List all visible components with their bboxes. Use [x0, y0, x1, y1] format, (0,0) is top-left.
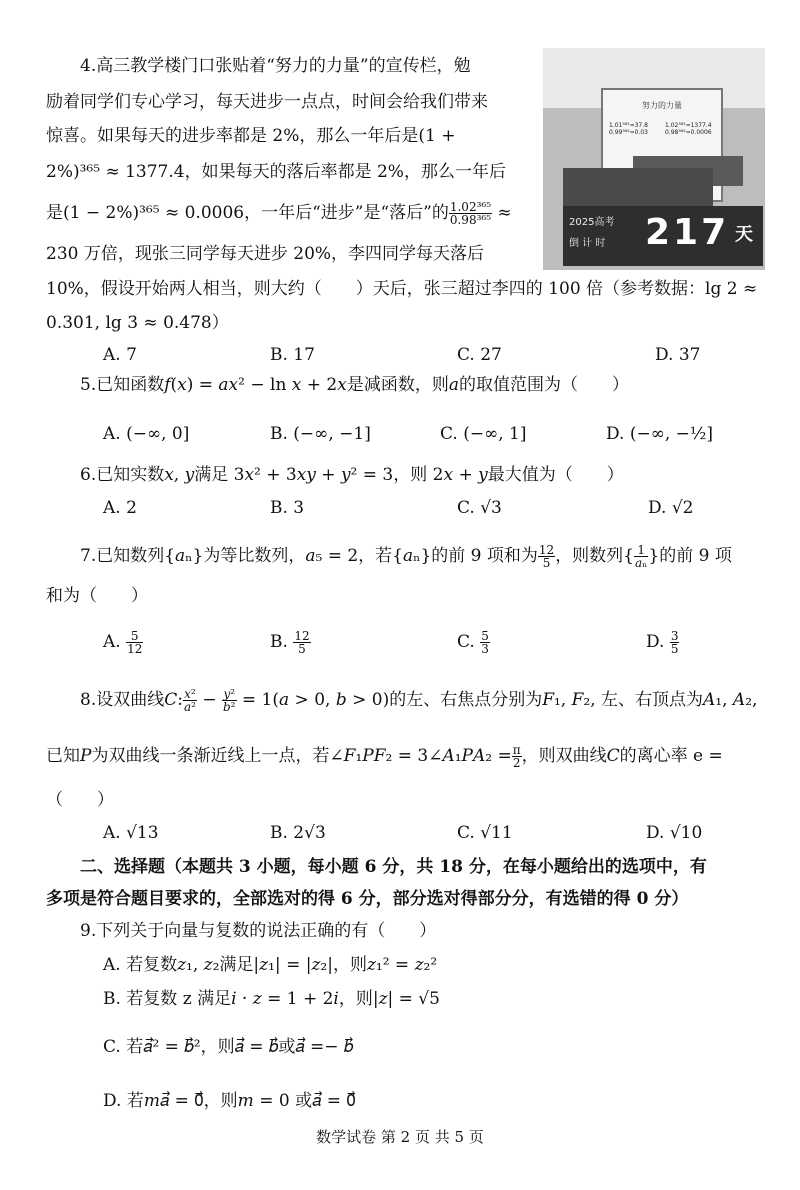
q7-stem-text-c: }的前 9 项: [648, 546, 732, 566]
page-footer: 数学试卷 第 2 页 共 5 页: [316, 1128, 484, 1146]
q4-line-8: 0.301, lg 3 ≈ 0.478）: [46, 313, 229, 333]
q8-stem-line-2: [46, 744, 723, 769]
q7-option-c: C. $\frac{5}{3}$: [457, 629, 489, 656]
countdown-subtitle: 倒 计 时: [569, 238, 606, 249]
q9-option-d: D. 若𝑚𝑎⃗ = 0⃗，则𝑚 = 0 或𝑎⃗ = 0⃗: [103, 1091, 356, 1111]
q8-option-a: A. √13: [103, 823, 159, 843]
q8-option-c: C. √11: [457, 823, 513, 843]
q5-option-c: C. (−∞, 1]: [440, 424, 527, 444]
q6-option-d: D. √2: [648, 498, 694, 518]
q8-pi-fraction: $\frac{\pi}{2}$: [512, 743, 521, 770]
q9-option-a: A. 若复数𝑧₁, 𝑧₂满足|𝑧₁| = |𝑧₂|，则𝑧₁² = 𝑧₂²: [103, 955, 438, 975]
q8-stem-line-1: 8.设双曲线𝐶: $\frac{\text{𝑥²}}{\text{𝑎²}}$ − $\frac{\text{𝑦²}}{\text{𝑏²}}$ = 1(𝑎 > 0, 𝑏 > 0)的左、右焦点分别为𝐹₁, 𝐹₂, 左、右顶点为𝐴₁, 𝐴₂,: [80, 687, 758, 714]
q7-stem-line-1: [80, 544, 732, 569]
q9-option-b: B. 若复数 z 满足𝑖 · 𝑧 = 1 + 2𝑖，则|𝑧| = √5: [103, 989, 440, 1009]
q8-x-fraction: $\frac{\text{𝑥²}}{\text{𝑎²}}$: [183, 687, 196, 714]
countdown-board: [563, 206, 763, 266]
q4-line-4: 2%)³⁶⁵ ≈ 1377.4，如果每天的落后率都是 2%，那么一年后: [46, 162, 506, 182]
q6-stem: 6.已知实数𝑥, 𝑦满足 3𝑥² + 3𝑥𝑦 + 𝑦² = 3，则 2𝑥 + 𝑦最大值为（ ）: [80, 465, 624, 485]
q7-stem-text-a: 7.已知数列{𝑎ₙ}为等比数列，𝑎₅ = 2，若{𝑎ₙ}的前 9 项和为: [80, 546, 538, 566]
q9-option-c: C. 若𝑎⃗² = 𝑏⃗²，则𝑎⃗ = 𝑏⃗或𝑎⃗ =− 𝑏⃗: [103, 1037, 354, 1057]
q4-line-1: 4.高三教学楼门口张贴着“努力的力量”的宣传栏，勉: [80, 56, 471, 76]
q5-option-d: D. (−∞, −½]: [606, 424, 714, 444]
q8-text-c: 已知𝑃为双曲线一条渐近线上一点，若∠𝐹₁𝑃𝐹₂ = 3∠𝐴₁𝑃𝐴₂ =: [46, 746, 512, 766]
q4-line-2: 励着同学们专心学习，每天进步一点点，时间会给我们带来: [46, 92, 488, 112]
q4-line-5: [46, 201, 512, 226]
section-2-heading-line-2: 多项是符合题目要求的，全部选对的得 6 分，部分选对得部分分，有选错的得 0 分）: [46, 889, 689, 909]
q4-line-5-text: 是(1 − 2%)³⁶⁵ ≈ 0.0006，一年后“进步”是“落后”的: [46, 203, 449, 223]
q8-y-fraction: $\frac{\text{𝑦²}}{\text{𝑏²}}$: [223, 687, 236, 714]
q4-option-a: A. 7: [103, 345, 137, 365]
q8-text-a: 8.设双曲线𝐶:: [80, 690, 183, 710]
motto-formula-1: 1.01³⁶⁵≈37.8 0.99³⁶⁵≈0.03: [609, 122, 648, 136]
q5-stem: 5.已知函数𝑓(𝑥) = 𝑎𝑥² − ln 𝑥 + 2𝑥是减函数，则𝑎的取值范围为（ ）: [80, 375, 629, 395]
q4-option-b: B. 17: [270, 345, 315, 365]
q8-text-b: = 1(𝑎 > 0, 𝑏 > 0)的左、右焦点分别为𝐹₁, 𝐹₂, 左、右顶点为𝐴₁, 𝐴₂,: [241, 690, 758, 710]
q6-option-b: B. 3: [270, 498, 305, 518]
banner-photo: [543, 48, 765, 270]
q4-option-c: C. 27: [457, 345, 502, 365]
motto-board-title: 努力的力量: [642, 101, 682, 110]
countdown-title: 2025高考: [569, 217, 615, 228]
q7-option-b: B. $\frac{12}{5}$: [270, 629, 310, 656]
photo-dark-block: [563, 168, 713, 208]
q4-approx-sign: ≈: [497, 203, 512, 223]
q7-stem-line-2: 和为（ ）: [46, 586, 148, 606]
q8-option-b: B. 2√3: [270, 823, 326, 843]
q9-stem: 9.下列关于向量与复数的说法正确的有（ ）: [80, 921, 437, 941]
q7-stem-text-b: ，则数列{: [555, 546, 635, 566]
q4-ratio-denominator: 0.98³⁶⁵: [449, 213, 492, 227]
q4-ratio-numerator: 1.02³⁶⁵: [449, 200, 492, 214]
q5-option-b: B. (−∞, −1]: [270, 424, 371, 444]
q7-reciprocal-fraction: $\frac{1}{\text{𝑎ₙ}}$: [635, 543, 648, 570]
q8-text-d: ，则双曲线𝐶的离心率 e =: [521, 746, 723, 766]
q4-option-d: D. 37: [655, 345, 701, 365]
q4-line-6: 230 万倍，现张三同学每天进步 20%，李四同学每天落后: [46, 244, 485, 264]
q6-option-c: C. √3: [457, 498, 502, 518]
section-2-heading-line-1: 二、选择题（本题共 3 小题，每小题 6 分，共 18 分，在每小题给出的选项中，有: [80, 857, 707, 877]
q4-ratio-fraction: [449, 201, 492, 226]
countdown-unit: 天: [735, 224, 753, 245]
q6-option-a: A. 2: [103, 498, 137, 518]
q4-line-3: 惊喜。如果每天的进步率都是 2%，那么一年后是(1 +: [46, 126, 456, 146]
q7-option-d: D. $\frac{3}{5}$: [646, 629, 679, 656]
countdown-digits: 217: [645, 212, 730, 253]
q8-option-d: D. √10: [646, 823, 703, 843]
q5-option-a: A. (−∞, 0]: [103, 424, 190, 444]
q4-line-7: 10%，假设开始两人相当，则大约（ ）天后，张三超过李四的 100 倍（参考数据：lg 2 ≈: [46, 279, 758, 299]
motto-formula-2: 1.02³⁶⁵≈1377.4 0.98³⁶⁵≈0.0006: [665, 122, 712, 136]
q7-option-a: A. $\frac{5}{12}$: [103, 629, 143, 656]
q7-sum-fraction: $\frac{12}{5}$: [538, 543, 555, 570]
q8-stem-line-3: （ ）: [46, 790, 114, 810]
